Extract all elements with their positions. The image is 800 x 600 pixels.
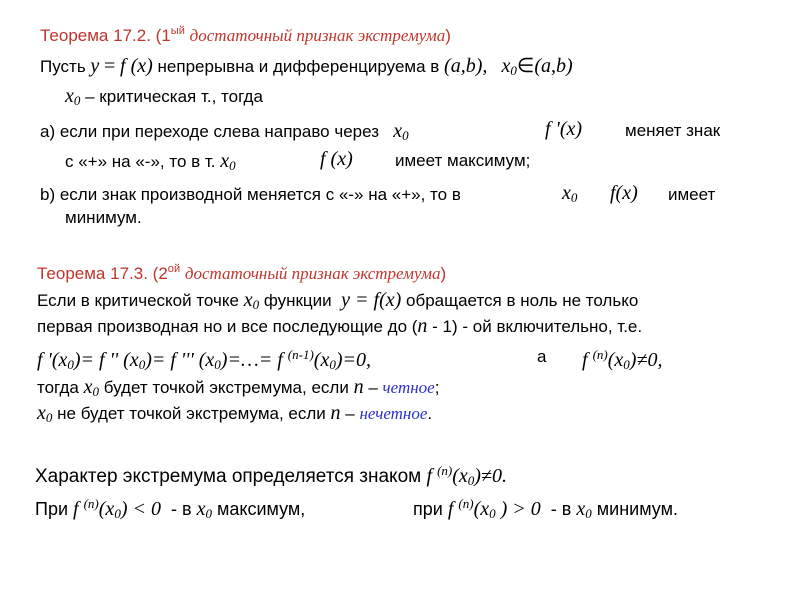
theorem-17-3-title bbox=[37, 258, 446, 285]
formula-eq: = bbox=[104, 55, 116, 77]
pust-text: Пусть bbox=[40, 57, 86, 76]
title-italic: достаточный признак экстремума bbox=[184, 264, 441, 283]
case-a-text: а) если при переходе слева направо через bbox=[40, 122, 380, 141]
theorem2-formula-line bbox=[37, 344, 371, 376]
case-a2-fx-wrap bbox=[320, 148, 353, 171]
x0-symbol: $x_0$ bbox=[562, 182, 578, 205]
x0-symbol: $x_0$ bbox=[243, 289, 260, 312]
character-text: Характер экстремума определяется знаком bbox=[35, 466, 422, 487]
even-word: четное bbox=[382, 378, 435, 397]
and-word-wrap bbox=[537, 346, 546, 368]
x0-symbol: $x_0$ bbox=[393, 120, 409, 143]
pri2-text: при bbox=[413, 499, 443, 519]
y-eq-fx: y = f(x) bbox=[341, 289, 402, 311]
interval-ab: (a,b), bbox=[444, 55, 488, 77]
critical-text: – критическая т., тогда bbox=[85, 87, 263, 106]
case-b-x0-wrap bbox=[562, 182, 577, 209]
pri-text: При bbox=[35, 499, 69, 519]
title-close: ) bbox=[445, 26, 451, 45]
theorem1-case-b-2 bbox=[65, 207, 142, 229]
theorem1-line1 bbox=[40, 55, 573, 82]
title-open: (2 bbox=[152, 264, 168, 283]
semicolon: ; bbox=[434, 378, 440, 397]
in-text: - в bbox=[171, 499, 192, 519]
extremum-if-text: будет точкой экстремума, если bbox=[103, 378, 349, 397]
formula-fx: f (x) bbox=[120, 55, 153, 77]
conclusion-line1 bbox=[35, 459, 507, 493]
theorem-17-2-title bbox=[40, 20, 451, 47]
n-symbol: n bbox=[417, 315, 428, 337]
nth-derivative-nonzero: f $^{(n)}(x_0)\ne 0$, bbox=[582, 347, 663, 372]
theorem-label: Теорема 17.2. bbox=[40, 26, 151, 45]
in-text-2: - в bbox=[550, 499, 572, 519]
case-a-post bbox=[625, 120, 720, 142]
period: . bbox=[427, 404, 433, 423]
max-word: максимум, bbox=[216, 499, 306, 519]
t2-l1-post: обращается в ноль не только bbox=[406, 291, 639, 310]
title-sup: ый bbox=[170, 25, 185, 37]
t2-l2-post: - 1) - ой включительно, т.е. bbox=[432, 317, 643, 336]
interval-ab-2: (a,b) bbox=[534, 55, 573, 77]
case-a2-post-wrap bbox=[395, 150, 530, 172]
derivatives-zero-formula: f '$(x_0)= f$ '' $(x_0)= f$ ''' $(x_0)=\dots= f$ $^{(n-1)}(x_0)=0$, bbox=[37, 347, 371, 372]
x0-symbol: $x_0$ bbox=[220, 150, 236, 173]
fprime-x: f '(x) bbox=[545, 118, 583, 140]
x0-symbol: $x_0$ bbox=[83, 376, 99, 399]
has-max-text: имеет максимум; bbox=[395, 151, 531, 170]
elem-symbol: ∈ bbox=[516, 55, 535, 77]
title-close: ) bbox=[440, 264, 447, 283]
theorem2-line5 bbox=[37, 402, 432, 429]
sign-formula: f $^{(n)}(x_0)\ne 0$. bbox=[426, 463, 507, 488]
and-word: а bbox=[537, 347, 547, 366]
t2-l1-mid: функции bbox=[263, 291, 332, 310]
theorem-label: Теорема 17.3. bbox=[37, 264, 148, 283]
conclusion-line2 bbox=[35, 492, 305, 526]
minimum-text: минимум. bbox=[65, 208, 142, 227]
conclusion-line2-right bbox=[413, 492, 678, 526]
has-text: имеет bbox=[668, 185, 716, 204]
formula-y-fx: y bbox=[90, 55, 100, 77]
then-text: тогда bbox=[37, 378, 79, 397]
theorem2-line2 bbox=[37, 315, 642, 338]
theorem1-case-b bbox=[40, 184, 461, 206]
min-word: минимум. bbox=[596, 499, 678, 519]
odd-word: нечетное bbox=[359, 404, 428, 423]
x0-symbol: $x_0$ bbox=[501, 55, 517, 78]
case-b-fx-wrap bbox=[610, 182, 638, 205]
fx: f (x) bbox=[320, 148, 353, 170]
n-symbol: n bbox=[330, 402, 341, 424]
case-b-post-wrap bbox=[668, 184, 715, 206]
changes-sign-text: меняет знак bbox=[625, 121, 721, 140]
title-italic: достаточный признак экстремума bbox=[189, 26, 446, 45]
case-a2-text: с «+» на «-», то в т. bbox=[65, 152, 216, 171]
theorem2-line4 bbox=[37, 376, 439, 403]
theorem1-case-a-2 bbox=[65, 150, 236, 177]
dash: – bbox=[368, 378, 378, 397]
x0-symbol: $x_0$ bbox=[576, 498, 592, 521]
title-sup: ой bbox=[167, 263, 181, 275]
title-open: (1 bbox=[155, 26, 171, 45]
continuous-text: непрерывна и дифференцируема в bbox=[157, 57, 440, 76]
fx: f(x) bbox=[610, 182, 638, 204]
case-a-fprime bbox=[545, 118, 582, 141]
nth-derivative-formula-wrap bbox=[582, 344, 662, 376]
x0-symbol: $x_0$ bbox=[196, 498, 212, 521]
x0-symbol: $x_0$ bbox=[65, 85, 81, 108]
not-extremum-text: не будет точкой экстремума, если bbox=[57, 404, 326, 423]
min-condition: f $^{(n)}(x_0$ ) > 0 bbox=[447, 496, 541, 521]
dash: – bbox=[345, 404, 355, 423]
theorem1-line2 bbox=[65, 85, 263, 112]
theorem1-case-a bbox=[40, 120, 409, 147]
t2-l1-pre: Если в критической точке bbox=[37, 291, 239, 310]
t2-l2-pre: первая производная но и все последующие до ( bbox=[37, 317, 418, 336]
theorem2-line1 bbox=[37, 289, 638, 316]
max-condition: f $^{(n)}(x_0) < 0$ bbox=[73, 496, 161, 521]
n-symbol: n bbox=[353, 376, 364, 398]
x0-symbol: $x_0$ bbox=[37, 402, 53, 425]
case-b-text: b) если знак производной меняется с «-» на «+», то в bbox=[40, 185, 461, 204]
